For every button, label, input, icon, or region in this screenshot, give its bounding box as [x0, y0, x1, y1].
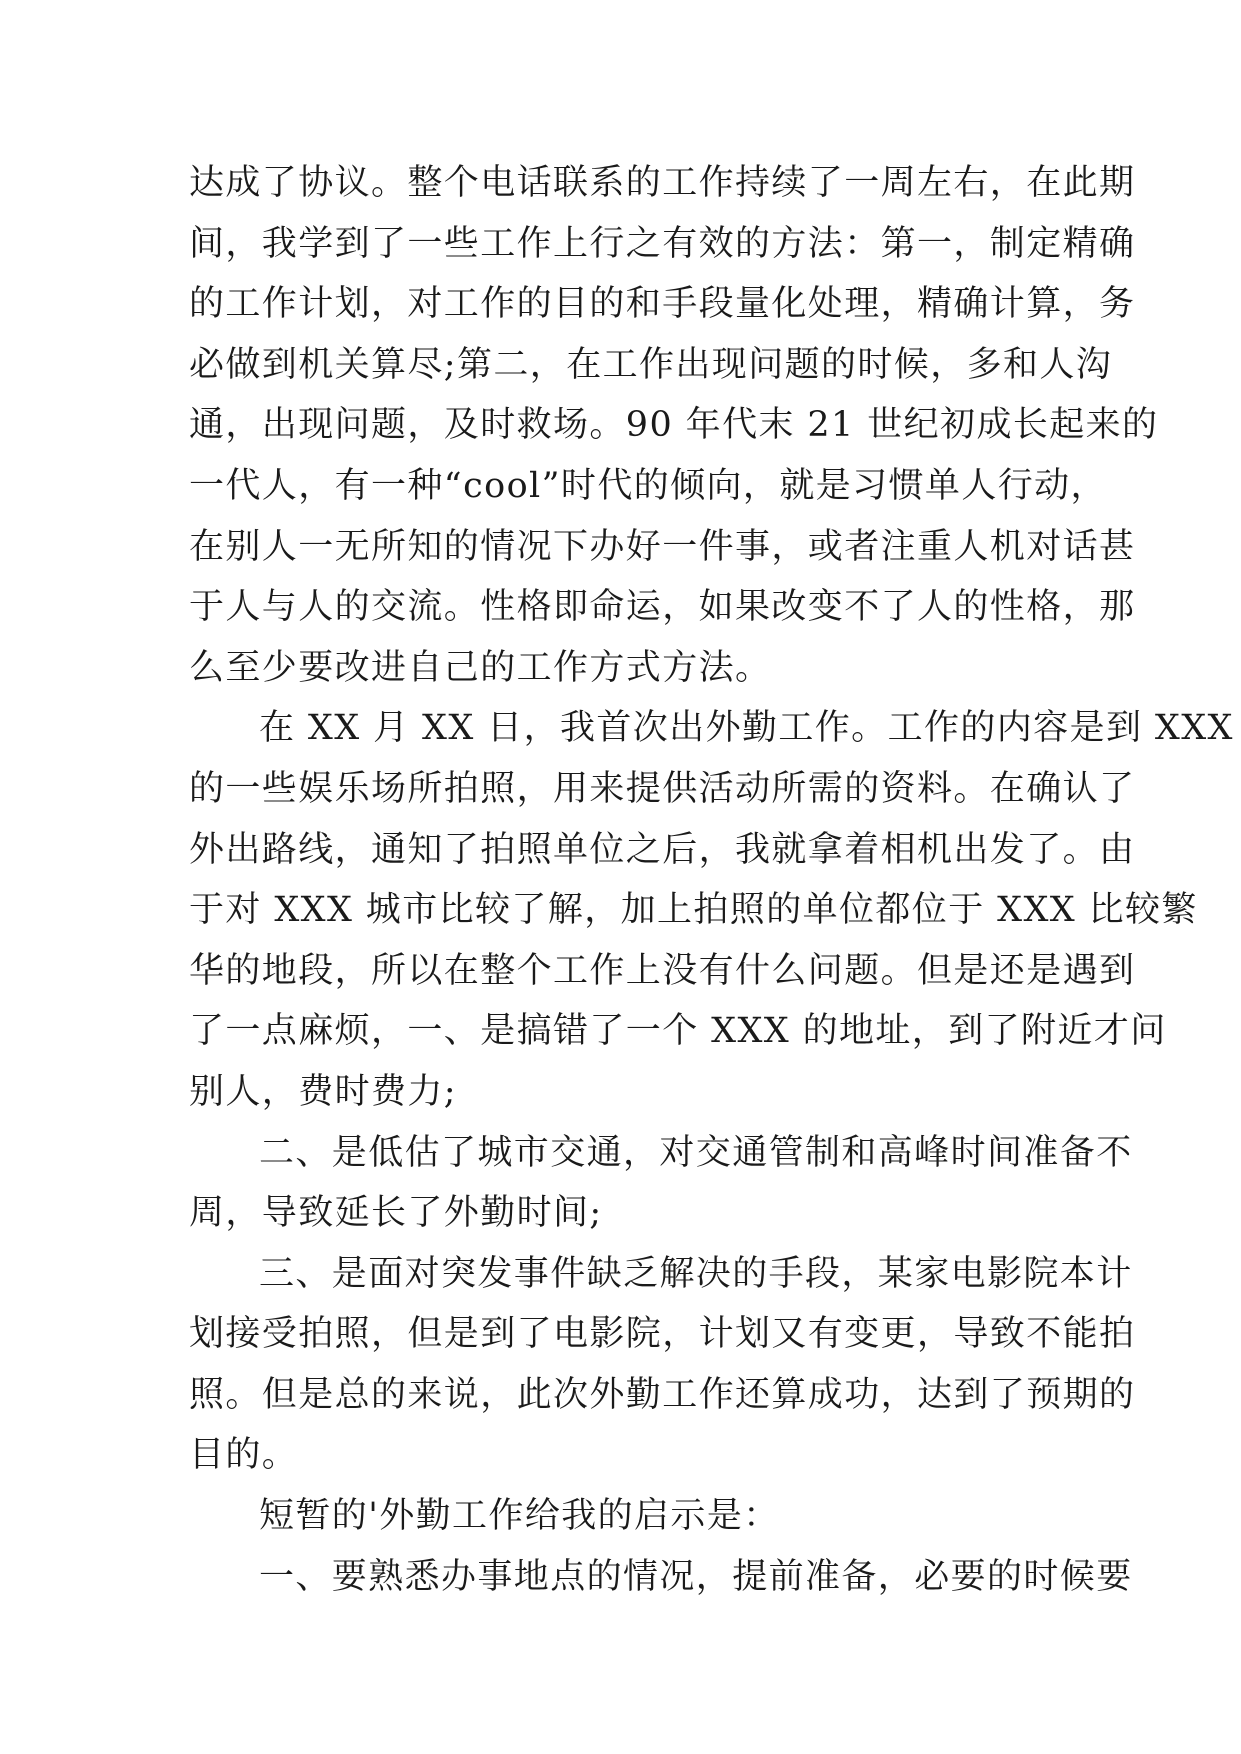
paragraph-line: 照。但是总的来说，此次外勤工作还算成功，达到了预期的: [189, 1374, 1136, 1415]
paragraph-line: 华的地段，所以在整个工作上没有什么问题。但是还是遇到: [189, 950, 1136, 991]
paragraph-line: 周，导致延长了外勤时间;: [189, 1193, 603, 1234]
paragraph-line: 了一点麻烦，一、是搞错了一个 XXX 的地址，到了附近才问: [189, 1011, 1167, 1052]
paragraph-line: 在 XX 月 XX 日，我首次出外勤工作。工作的内容是到 XXX: [259, 708, 1234, 749]
paragraph-line: 通，出现问题，及时救场。90 年代末 21 世纪初成长起来的: [189, 405, 1159, 446]
paragraph-line: 一代人，有一种“cool”时代的倾向，就是习惯单人行动，: [189, 465, 1107, 506]
paragraph-line: 在别人一无所知的情况下办好一件事，或者注重人机对话甚: [189, 526, 1136, 567]
paragraph-line: 间，我学到了一些工作上行之有效的方法：第一，制定精确: [189, 223, 1136, 264]
paragraph-line: 的一些娱乐场所拍照，用来提供活动所需的资料。在确认了: [189, 768, 1136, 809]
paragraph-line: 划接受拍照，但是到了电影院，计划又有变更，导致不能拍: [189, 1314, 1136, 1355]
paragraph-line: 三、是面对突发事件缺乏解决的手段，某家电影院本计: [259, 1253, 1133, 1294]
paragraph-line: 外出路线，通知了拍照单位之后，我就拿着相机出发了。由: [189, 829, 1136, 870]
paragraph-line: 的工作计划，对工作的目的和手段量化处理，精确计算，务: [189, 284, 1136, 325]
paragraph-line: 一、要熟悉办事地点的情况，提前准备，必要的时候要: [259, 1556, 1133, 1597]
paragraph-line: 必做到机关算尽;第二，在工作出现问题的时候，多和人沟: [189, 344, 1113, 385]
paragraph-line: 目的。: [189, 1435, 299, 1476]
document-body: [189, 153, 1234, 1607]
paragraph-line: 于人与人的交流。性格即命运，如果改变不了人的性格，那: [189, 587, 1136, 628]
paragraph-line: 么至少要改进自己的工作方式方法。: [189, 647, 772, 688]
paragraph-line: 别人，费时费力;: [189, 1071, 457, 1112]
paragraph-line: 于对 XXX 城市比较了解，加上拍照的单位都位于 XXX 比较繁: [189, 890, 1198, 931]
paragraph-line: 短暂的'外勤工作给我的启示是：: [259, 1496, 780, 1537]
paragraph-line: 达成了协议。整个电话联系的工作持续了一周左右，在此期: [189, 163, 1136, 203]
paragraph-line: 二、是低估了城市交通，对交通管制和高峰时间准备不: [259, 1132, 1133, 1173]
